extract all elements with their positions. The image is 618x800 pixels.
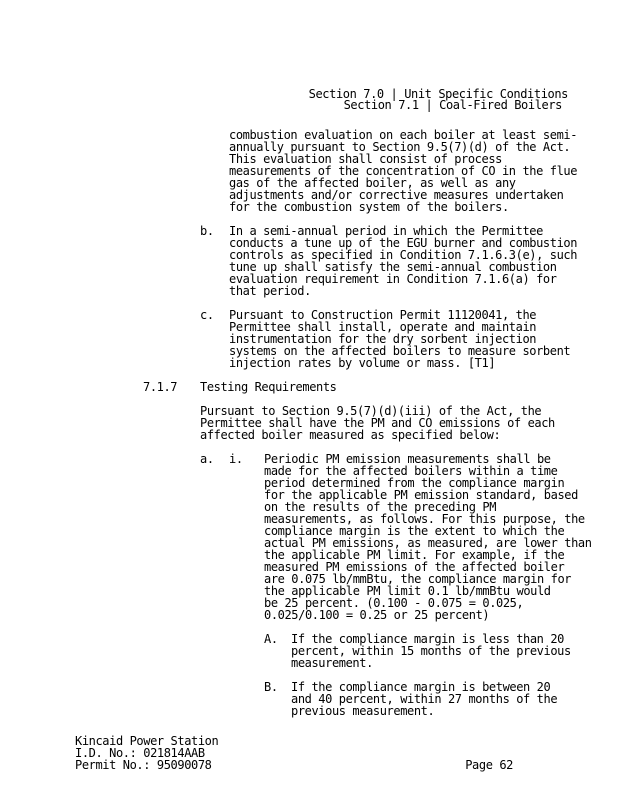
text-line: on the results of the preceding PM bbox=[264, 500, 497, 514]
text-line: compliance margin is the extent to which the bbox=[264, 524, 565, 538]
text-line: for the combustion system of the boilers. bbox=[229, 200, 509, 214]
text-line: previous measurement. bbox=[291, 704, 435, 718]
text-line: period determined from the compliance margin bbox=[264, 476, 565, 490]
section-header: Section 7.0 | Unit Specific Conditions bbox=[308, 87, 568, 101]
text-line: This evaluation shall consist of process bbox=[229, 152, 502, 166]
text-line: made for the affected boilers within a time bbox=[264, 464, 558, 478]
text-line: measured PM emissions of the affected boiler bbox=[264, 560, 565, 574]
text-line: Pursuant to Section 9.5(7)(d)(iii) of the Act, the bbox=[200, 404, 542, 418]
section-title: Testing Requirements bbox=[200, 380, 337, 394]
text-line: In a semi-annual period in which the Permittee bbox=[229, 224, 543, 238]
text-line: Periodic PM emission measurements shall be bbox=[264, 452, 551, 466]
subitem-label: i. bbox=[229, 452, 243, 466]
text-line: evaluation requirement in Condition 7.1.6(a) for bbox=[229, 272, 557, 286]
text-line: conducts a tune up of the EGU burner and combustion bbox=[229, 236, 578, 250]
item-label: A. bbox=[264, 632, 278, 646]
text-line: Pursuant to Construction Permit 11120041, the bbox=[229, 308, 537, 322]
text-line: controls as specified in Condition 7.1.6.3(e), such bbox=[229, 248, 578, 262]
text-line: systems on the affected boilers to measure sorbent bbox=[229, 344, 571, 358]
text-line: If the compliance margin is between 20 bbox=[291, 680, 551, 694]
item-label: B. bbox=[264, 680, 278, 694]
text-line: instrumentation for the dry sorbent injection bbox=[229, 332, 537, 346]
text-line: are 0.075 lb/mmBtu, the compliance margin for bbox=[264, 572, 572, 586]
text-line: annually pursuant to Section 9.5(7)(d) of the Act. bbox=[229, 140, 571, 154]
footer-station: Kincaid Power Station bbox=[75, 734, 219, 748]
text-line: that period. bbox=[229, 284, 311, 298]
subsection-header: Section 7.1 | Coal-Fired Boilers bbox=[343, 98, 562, 112]
text-line: combustion evaluation on each boiler at least semi- bbox=[229, 128, 578, 142]
text-line: be 25 percent. (0.100 - 0.075 = 0.025, bbox=[264, 596, 524, 610]
text-line: actual PM emissions, as measured, are lower than bbox=[264, 536, 592, 550]
text-line: for the applicable PM emission standard, based bbox=[264, 488, 578, 502]
page-number: Page 62 bbox=[465, 758, 513, 772]
text-line: gas of the affected boiler, as well as any bbox=[229, 176, 516, 190]
text-line: affected boiler measured as specified below: bbox=[200, 428, 501, 442]
item-label: b. bbox=[200, 224, 214, 238]
text-line: Permittee shall install, operate and maintain bbox=[229, 320, 537, 334]
text-line: measurements, as follows. For this purpose, the bbox=[264, 512, 585, 526]
text-line: measurements of the concentration of CO in the flue bbox=[229, 164, 578, 178]
text-line: injection rates by volume or mass. [T1] bbox=[229, 356, 496, 370]
text-line: If the compliance margin is less than 20 bbox=[291, 632, 564, 646]
text-line: measurement. bbox=[291, 656, 373, 670]
item-label: c. bbox=[200, 308, 214, 322]
item-label: a. bbox=[200, 452, 214, 466]
text-line: the applicable PM limit 0.1 lb/mmBtu would bbox=[264, 584, 551, 598]
text-line: adjustments and/or corrective measures undertaken bbox=[229, 188, 564, 202]
text-line: Permittee shall have the PM and CO emissions of each bbox=[200, 416, 555, 430]
section-number: 7.1.7 bbox=[143, 380, 178, 394]
text-line: percent, within 15 months of the previous bbox=[291, 644, 571, 658]
text-line: and 40 percent, within 27 months of the bbox=[291, 692, 558, 706]
text-line: 0.025/0.100 = 0.25 or 25 percent) bbox=[264, 608, 490, 622]
footer-permit-no: Permit No.: 95090078 bbox=[75, 758, 212, 772]
text-line: the applicable PM limit. For example, if the bbox=[264, 548, 565, 562]
text-line: tune up shall satisfy the semi-annual combustion bbox=[229, 260, 557, 274]
footer-id-no: I.D. No.: 021814AAB bbox=[75, 746, 205, 760]
